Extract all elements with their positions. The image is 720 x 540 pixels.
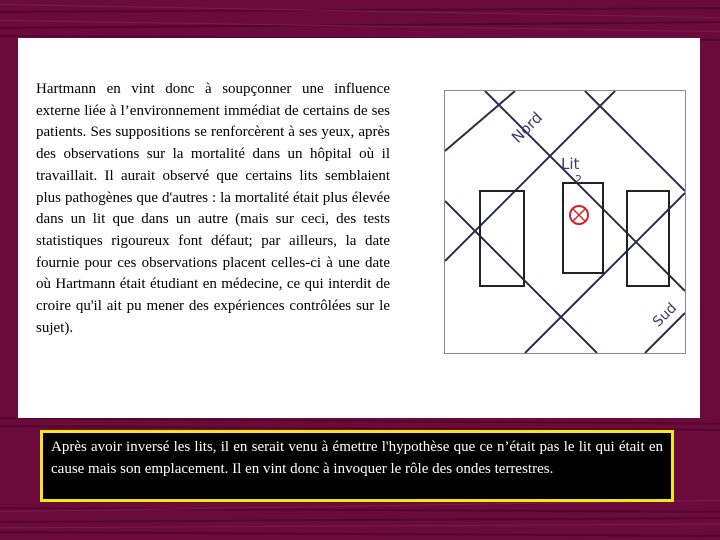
note-box	[40, 430, 674, 502]
label-bed-number: 2	[575, 173, 582, 186]
grid-line	[585, 91, 685, 191]
label-bed: Lit	[561, 155, 580, 173]
label-south: Sud	[649, 300, 681, 331]
bed-middle	[563, 183, 603, 273]
label-north: Nord	[507, 108, 546, 147]
grid-line	[445, 201, 597, 353]
note-text: Après avoir inversé les lits, il en serait venu à émettre l'hypothèse que ce n’était pas le lit qui était en cause mais son emplacement. Il en vint donc à invoquer le rôle des ondes terrestres.	[51, 439, 663, 477]
grid-line	[445, 91, 515, 151]
main-paragraph: Hartmann en vint donc à soupçonner une influence externe liée à l’environnement immédiat de certains de ses patients. Ses suppositions se renforcèrent à ses yeux, après des observations sur la mortalité dans un hôpital où il travaillait. Il aurait observé que certains lits semblaient plus pathogènes que d'autres : la mortalité était plus élevée dans un lit que dans un autre (mais sur ceci, des tests statistiques rigoureux font défaut; par ailleurs, la date fournie pour ces observations placent celles-ci à une date où Hartmann était étudiant en médecine, ce qui interdit de croire qu'il ait pu mener des expériences contrôlées sur le sujet).	[36, 81, 390, 336]
bed-diagram	[444, 90, 686, 354]
